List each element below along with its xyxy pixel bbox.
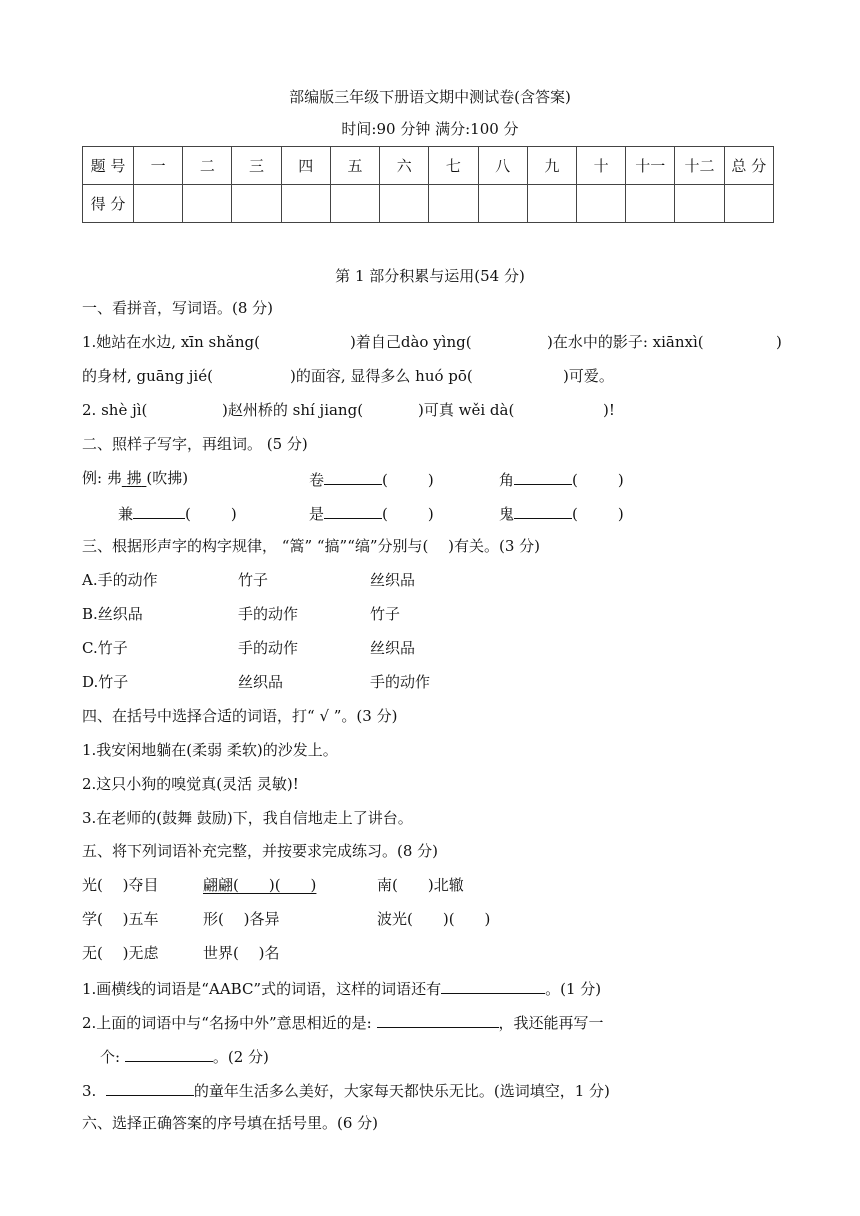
column-header: 二 — [183, 147, 232, 185]
q4-item-1: 1.我安闲地躺在(柔弱 柔软)的沙发上。 — [82, 741, 338, 759]
column-header: 十 — [576, 147, 625, 185]
q1-line2-c: )可爱。 — [563, 367, 614, 385]
q3-option-c-b: 手的动作 — [238, 639, 299, 657]
score-cell[interactable] — [429, 185, 478, 223]
score-cell[interactable] — [478, 185, 527, 223]
q3-option-d[interactable]: D.竹子 — [82, 673, 129, 691]
q5-sub-3: 3. 的童年生活多么美好，大家每天都快乐无比。(选词填空，1 分) — [82, 1079, 610, 1101]
q2-example-prefix: 例: 弗 — [82, 469, 122, 487]
q3-option-b-b: 手的动作 — [238, 605, 299, 623]
score-cell[interactable] — [576, 185, 625, 223]
q4-item-2: 2.这只小狗的嗅觉真(灵活 灵敏)! — [82, 775, 299, 793]
q1-line1-b: )着自己dào yìng( — [350, 333, 472, 351]
q3-heading: 三、根据形声字的构字规律， “篙” “搞”“缟”分别与( )有关。(3 分) — [82, 537, 541, 555]
column-header: 总 分 — [724, 147, 773, 185]
q1-line2-a: 的身材, guāng jié( — [82, 367, 213, 385]
answer-blank[interactable] — [133, 502, 185, 519]
score-table-score-row — [83, 185, 774, 223]
q3-option-a-c: 丝织品 — [370, 571, 416, 589]
q1-heading: 一、看拼音，写词语。(8 分) — [82, 299, 274, 317]
score-table-header-row — [83, 147, 774, 185]
q2-item: 是 ( ) — [309, 502, 434, 524]
q1-line2-b: )的面容, 显得多么 huó pō( — [290, 367, 473, 385]
q3-option-c-c: 丝织品 — [370, 639, 416, 657]
answer-blank[interactable] — [324, 468, 382, 485]
q2-heading: 二、照样子写字，再组词。 (5 分) — [82, 435, 308, 453]
score-cell[interactable] — [724, 185, 773, 223]
score-cell[interactable] — [232, 185, 281, 223]
score-cell[interactable] — [527, 185, 576, 223]
row-label: 得 分 — [83, 185, 134, 223]
q3-option-d-b: 丝织品 — [238, 673, 284, 691]
q2-example — [82, 468, 188, 488]
q5-sub-2: 2.上面的词语中与“名扬中外”意思相近的是: ，我还能再写一 — [82, 1011, 604, 1033]
column-header: 六 — [380, 147, 429, 185]
q3-option-d-c: 手的动作 — [370, 673, 431, 691]
row-label: 题 号 — [83, 147, 134, 185]
answer-blank[interactable] — [514, 502, 572, 519]
q5-word[interactable]: 形( )各异 — [203, 910, 280, 928]
q5-word[interactable]: 世界( )名 — [203, 944, 280, 962]
q5-word[interactable]: 学( )五车 — [82, 910, 159, 928]
column-header: 十一 — [626, 147, 675, 185]
q2-example-answer: 拂 — [126, 469, 142, 487]
q4-item-3: 3.在老师的(鼓舞 鼓励)下，我自信地走上了讲台。 — [82, 809, 413, 827]
q1-line3-b: )赵州桥的 shí jiang( — [222, 401, 364, 419]
q5-word[interactable]: 波光( )( ) — [377, 910, 491, 928]
q3-option-a-b: 竹子 — [238, 571, 269, 589]
column-header: 九 — [527, 147, 576, 185]
column-header: 三 — [232, 147, 281, 185]
q2-example-suffix: (吹拂) — [146, 469, 189, 487]
score-cell[interactable] — [281, 185, 330, 223]
q3-option-b[interactable]: B.丝织品 — [82, 605, 143, 623]
answer-blank[interactable] — [441, 977, 545, 994]
q1-line1-a: 1.她站在水边, xīn shǎng( — [82, 333, 260, 351]
answer-blank[interactable] — [514, 468, 572, 485]
column-header: 一 — [134, 147, 183, 185]
q5-word[interactable]: 光( )夺目 — [82, 876, 159, 894]
q2-item: 鬼 ( ) — [499, 502, 624, 524]
q2-item: 角 ( ) — [499, 468, 624, 490]
column-header: 七 — [429, 147, 478, 185]
q2-item: 兼 ( ) — [118, 502, 237, 524]
answer-blank[interactable] — [377, 1011, 499, 1028]
q3-option-b-c: 竹子 — [370, 605, 401, 623]
column-header: 八 — [478, 147, 527, 185]
score-cell[interactable] — [626, 185, 675, 223]
q1-line1-d: ) — [776, 333, 782, 351]
q3-option-c[interactable]: C.竹子 — [82, 639, 128, 657]
q5-word-underlined[interactable]: 翩翩( )( ) — [203, 876, 317, 894]
q5-sub-2-cont: 个: 。(2 分) — [100, 1045, 269, 1067]
q5-sub-1: 1.画横线的词语是“AABC”式的词语，这样的词语还有 。(1 分) — [82, 977, 601, 999]
q6-heading: 六、选择正确答案的序号填在括号里。(6 分) — [82, 1114, 379, 1132]
score-cell[interactable] — [134, 185, 183, 223]
q1-line1-c: )在水中的影子: xiānxì( — [547, 333, 704, 351]
part1-title: 第 1 部分积累与运用(54 分) — [335, 267, 525, 285]
score-cell[interactable] — [183, 185, 232, 223]
exam-subtitle: 时间:90 分钟 满分:100 分 — [341, 120, 519, 138]
answer-blank[interactable] — [125, 1045, 213, 1062]
column-header: 十二 — [675, 147, 724, 185]
q3-option-a[interactable]: A.手的动作 — [82, 571, 158, 589]
score-cell[interactable] — [330, 185, 379, 223]
answer-blank[interactable] — [106, 1079, 194, 1096]
q2-item: 卷 ( ) — [309, 468, 434, 490]
q4-heading: 四、在括号中选择合适的词语，打“ √ ”。(3 分) — [82, 707, 398, 725]
q5-word[interactable]: 无( )无虑 — [82, 944, 159, 962]
column-header: 五 — [330, 147, 379, 185]
q1-line3-d: )! — [603, 401, 615, 419]
score-table — [82, 146, 774, 223]
q5-heading: 五、将下列词语补充完整，并按要求完成练习。(8 分) — [82, 842, 439, 860]
exam-title: 部编版三年级下册语文期中测试卷(含答案) — [289, 88, 571, 106]
q1-line3-c: )可真 wěi dà( — [418, 401, 515, 419]
score-cell[interactable] — [380, 185, 429, 223]
score-cell[interactable] — [675, 185, 724, 223]
q5-word[interactable]: 南( )北辙 — [377, 876, 464, 894]
column-header: 四 — [281, 147, 330, 185]
answer-blank[interactable] — [324, 502, 382, 519]
q1-line3-a: 2. shè jì( — [82, 401, 148, 419]
